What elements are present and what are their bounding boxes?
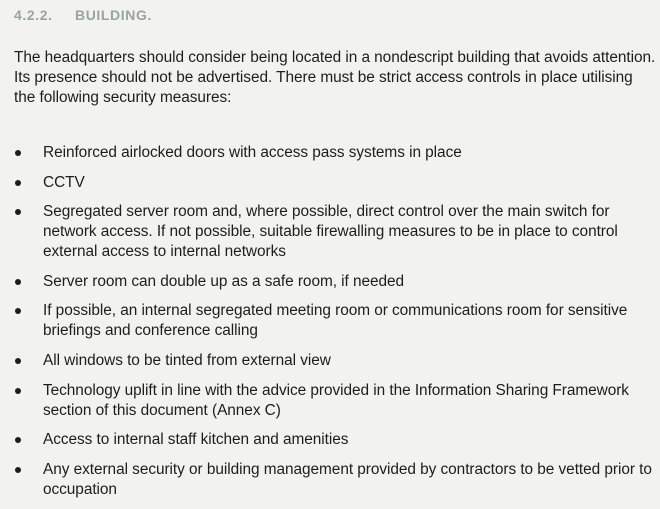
list-item (14, 430, 656, 450)
list-item-text: Access to internal staff kitchen and amenities (43, 431, 349, 449)
list-item-text: Reinforced airlocked doors with access pass systems in place (43, 144, 462, 161)
list-item-text: Technology uplift in line with the advice provided in the Information Sharing Framework section of this document (Annex C) (43, 381, 629, 419)
list-item-text: If possible, an internal segregated meeting room or communications room for sensitive briefings and conference calling (43, 302, 628, 340)
bullet-icon (15, 437, 21, 443)
list-item-text: All windows to be tinted from external view (43, 351, 331, 369)
bullet-icon (15, 150, 21, 156)
list-item (14, 460, 656, 500)
bullet-icon (15, 279, 21, 285)
bullet-icon (15, 180, 21, 186)
bullet-icon (15, 358, 21, 364)
list-item (14, 202, 656, 262)
list-item (14, 143, 656, 163)
section-title: BUILDING. (75, 7, 152, 23)
bullet-icon (15, 388, 21, 394)
list-item-text: Segregated server room and, where possible, direct control over the main switch for network access. If not possible, suitable firewalling measures to be in place to control external access to internal networks (43, 203, 618, 261)
list-item (14, 381, 656, 421)
list-item-text: Any external security or building management provided by contractors to be vetted prior to occupation (43, 460, 652, 498)
security-measures-list (14, 143, 656, 500)
list-item (14, 301, 656, 341)
bullet-icon (15, 308, 21, 314)
list-item-text: Server room can double up as a safe room, if needed (43, 272, 405, 290)
list-item (14, 272, 656, 292)
intro-paragraph: The headquarters should consider being located in a nondescript building that avoids attention. Its presence should not be advertised. There must be strict access controls in place utilising the following security measures: (14, 49, 656, 106)
list-item-text: CCTV (43, 173, 85, 191)
list-item (14, 173, 656, 193)
section-heading (14, 7, 656, 27)
section-number: 4.2.2. (14, 7, 53, 23)
list-item (14, 351, 656, 371)
document-page (14, 0, 656, 509)
bullet-icon (15, 209, 21, 215)
bullet-icon (15, 467, 21, 473)
